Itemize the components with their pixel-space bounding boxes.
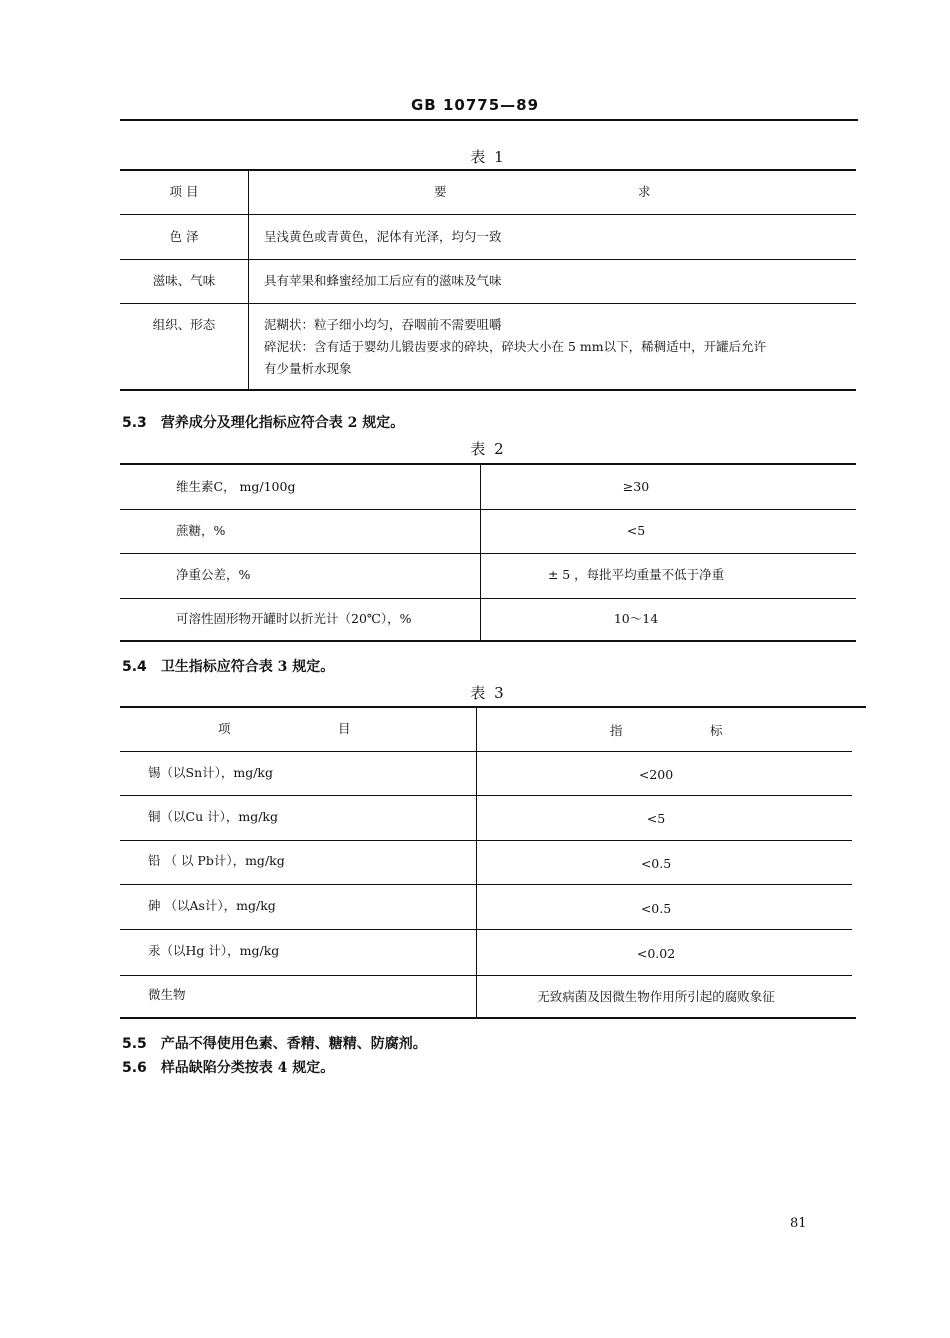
table3-item: 微生物 <box>148 987 186 1002</box>
clause-5-6 <box>122 1057 334 1077</box>
clause-number: 5.3 <box>122 415 147 431</box>
header-rule <box>120 119 858 121</box>
table2-value: 10～14 <box>613 611 659 626</box>
table1-row-req-line: 有少量析水现象 <box>264 361 352 376</box>
table1-row-req: 具有苹果和蜂蜜经加工后应有的滋味及气味 <box>264 273 502 288</box>
table3-row-rule <box>120 840 852 841</box>
page-number: 81 <box>790 1216 807 1231</box>
table3-value: <5 <box>646 811 666 826</box>
table1-row-req: 呈浅黄色或青黄色，泥体有光泽，均匀一致 <box>264 229 502 244</box>
table3-caption: 表 3 <box>470 684 506 702</box>
table2-top-rule <box>120 463 856 465</box>
table1-head-req-left: 要 <box>434 184 447 199</box>
clause-number: 5.5 <box>122 1036 147 1052</box>
table1-row-rule <box>120 303 856 304</box>
table2-bottom-rule <box>120 640 856 642</box>
table1-top-rule <box>120 169 856 171</box>
table3-head-index-left: 指 <box>610 723 623 738</box>
table1-column-divider <box>248 170 249 390</box>
clause-number: 5.6 <box>122 1060 147 1076</box>
table2-value: ≥30 <box>622 479 650 494</box>
table1-row-req-line: 碎泥状：含有适于婴幼儿锻齿要求的碎块，碎块大小在 5 mm以下，稀稠适中，开罐后允许 <box>264 339 767 354</box>
table3-row-rule <box>120 929 852 930</box>
table3-row-rule <box>120 975 852 976</box>
table3-item: 汞（以Hg 计），mg/kg <box>148 943 280 958</box>
clause-text: 卫生指标应符合表 3 规定。 <box>160 659 335 675</box>
table1-header-rule <box>120 214 856 215</box>
table3-header-rule <box>120 751 852 752</box>
table3-item: 铜（以Cu 计），mg/kg <box>148 809 278 824</box>
clause-5-4 <box>122 656 334 676</box>
table3-value: 无致病菌及因微生物作用所引起的腐败象征 <box>537 989 775 1004</box>
table3-row-rule <box>120 795 852 796</box>
table3-value: <200 <box>638 767 674 782</box>
table1-row-item: 组织、形态 <box>152 317 216 332</box>
table3-item: 铅 （ 以 Pb计），mg/kg <box>148 853 285 868</box>
table3-value: <0.02 <box>636 946 676 961</box>
table2-item: 蔗糖，% <box>176 523 226 538</box>
table1-caption: 表 1 <box>470 148 506 166</box>
table1-row-item: 色 泽 <box>169 229 199 244</box>
clause-5-3 <box>122 412 404 432</box>
table3-head-item-right: 目 <box>338 721 351 736</box>
table2-row-rule <box>120 598 856 599</box>
table3-head-index-right: 标 <box>710 723 723 738</box>
clause-5-5 <box>122 1033 427 1053</box>
table1-row-item: 滋味、气味 <box>152 273 216 288</box>
table1-head-req-right: 求 <box>638 184 651 199</box>
table2-item: 可溶性固形物开罐时以折光计（20℃），% <box>176 611 412 626</box>
table2-value: ± 5 ，每批平均重量不低于净重 <box>547 567 725 582</box>
table1-row-rule <box>120 259 856 260</box>
clause-text: 样品缺陷分类按表 4 规定。 <box>160 1060 335 1076</box>
table2-row-rule <box>120 553 856 554</box>
table1-row-req-line: 泥糊状：粒子细小均匀，吞咽前不需要咀嚼 <box>264 317 502 332</box>
table2-value: <5 <box>626 523 646 538</box>
standard-number-header: GB 10775—89 <box>410 96 540 114</box>
table3-row-rule <box>120 884 852 885</box>
table3-head-item-left: 项 <box>218 721 231 736</box>
table3-item: 锡（以Sn计），mg/kg <box>148 765 274 780</box>
table2-row-rule <box>120 509 856 510</box>
clause-text: 营养成分及理化指标应符合表 2 规定。 <box>160 415 405 431</box>
table1-bottom-rule <box>120 389 856 391</box>
table3-value: <0.5 <box>640 856 672 871</box>
clause-text: 产品不得使用色素、香精、糖精、防腐剂。 <box>160 1036 427 1052</box>
table3-item: 砷 （以As计），mg/kg <box>148 898 276 913</box>
table2-caption: 表 2 <box>470 440 506 458</box>
table2-item: 维生素C， mg/100g <box>176 479 296 494</box>
table1-head-item: 项 目 <box>169 184 199 199</box>
clause-number: 5.4 <box>122 659 147 675</box>
table3-bottom-rule <box>120 1017 856 1019</box>
table3-top-rule <box>120 706 866 708</box>
table2-item: 净重公差，% <box>176 567 251 582</box>
table3-value: <0.5 <box>640 901 672 916</box>
